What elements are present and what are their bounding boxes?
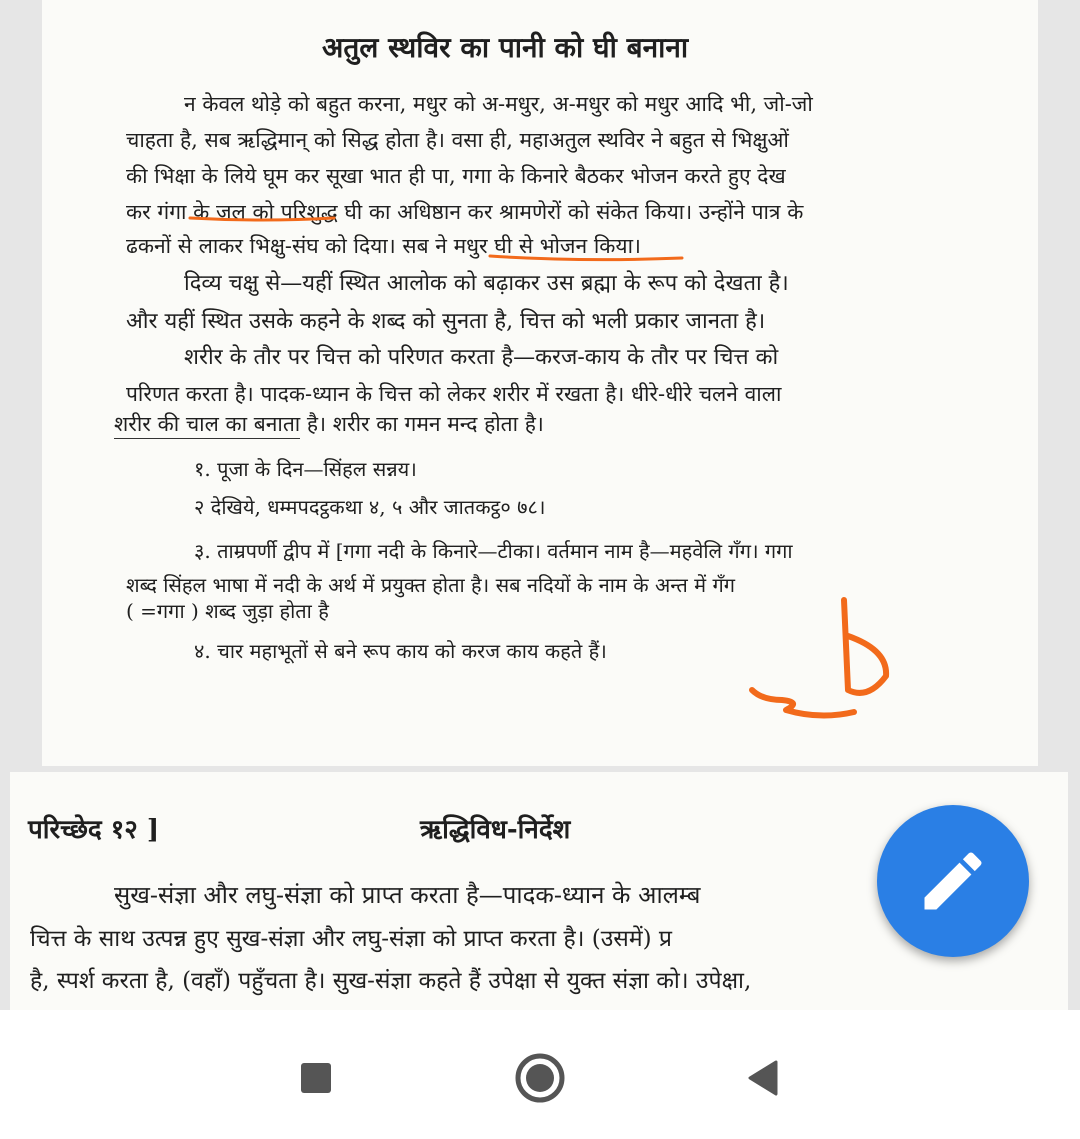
footnote: १. पूजा के दिन—सिंहल सन्नय। (194, 457, 417, 481)
footnote: २ देखिये, धम्मपदट्ठकथा ४, ५ और जातकट्ठ० ७८। (194, 495, 546, 519)
body-line: परिणत करता है। पादक-ध्यान के चित्त को लेकर शरीर में रखता है। धीरे-धीरे चलने वाला (126, 382, 782, 406)
section-label: परिच्छेद १२ ] (28, 815, 160, 845)
body-line: ढकनों से लाकर भिक्षु-संघ को दिया। सब ने मधुर घी से भोजन किया। (126, 234, 641, 258)
body-line: चित्त के साथ उत्पन्न हुए सुख-संज्ञा और लघु-संज्ञा को प्राप्त करता है। (उसमें) प्र (30, 926, 672, 952)
pencil-icon (915, 843, 991, 919)
footnote: ( =गगा ) शब्द जुड़ा होता है (126, 599, 329, 623)
footnote: शब्द सिंहल भाषा में नदी के अर्थ में प्रयुक्त होता है। सब नदियों के नाम के अन्त में गँग (126, 573, 735, 597)
square-icon (299, 1061, 333, 1095)
arrow-stroke (844, 600, 886, 693)
body-line: दिव्य चक्षु से—यहीं स्थित आलोक को बढ़ाकर उस ब्रह्मा के रूप को देखता है। (184, 271, 789, 296)
section-heading: ऋद्धिविध-निर्देश (420, 815, 571, 845)
navigation-bar (0, 1010, 1080, 1139)
body-line: शरीर के तौर पर चित्त को परिणत करता है—करज-काय के तौर पर चित्त को (184, 345, 779, 370)
scanned-page-top (42, 0, 1038, 766)
footnote: ४. चार महाभूतों से बने रूप काय को करज काय कहते हैं। (194, 639, 607, 663)
circle-icon (513, 1051, 567, 1105)
recents-button[interactable] (286, 1048, 346, 1108)
body-line: शरीर की चाल का बनाता है। शरीर का गमन मन्द होता है। (114, 412, 544, 436)
page-title: अतुल स्थविर का पानी को घी बनाना (322, 31, 689, 64)
footnote: ३. ताम्रपर्णी द्वीप में [गगा नदी के किनारे—टीका। वर्तमान नाम है—महवेलि गँग। गगा (194, 539, 793, 563)
body-line: सुख-संज्ञा और लघु-संज्ञा को प्राप्त करता है—पादक-ध्यान के आलम्ब (114, 881, 701, 909)
body-line: है, स्पर्श करता है, (वहाँ) पहुँचता है। सुख-संज्ञा कहते हैं उपेक्षा से युक्त संज्ञा को। उपेक्षा, (30, 968, 752, 994)
body-line: की भिक्षा के लिये घूम कर सूखा भात ही पा, गगा के किनारे बैठकर भोजन करते हुए देख (126, 164, 786, 188)
triangle-icon (744, 1058, 780, 1098)
footnote-divider (114, 438, 300, 439)
body-line: न केवल थोड़े को बहुत करना, मधुर को अ-मधुर, अ-मधुर को मधुर आदि भी, जो-जो (184, 92, 813, 116)
body-line: कर गंगा के जल को परिशुद्ध घी का अधिष्ठान कर श्रामणेरों को संकेत किया। उन्होंने पात्र के (126, 200, 804, 224)
curve-stroke (752, 690, 854, 716)
back-button[interactable] (732, 1048, 792, 1108)
edit-button[interactable] (877, 805, 1029, 957)
body-line: चाहता है, सब ऋद्धिमान् को सिद्ध होता है। वसा ही, महाअतुल स्थविर ने बहुत से भिक्षुओं (126, 128, 789, 152)
home-button[interactable] (510, 1048, 570, 1108)
body-line: और यहीं स्थित उसके कहने के शब्द को सुनता है, चित्त को भली प्रकार जानता है। (126, 309, 766, 334)
